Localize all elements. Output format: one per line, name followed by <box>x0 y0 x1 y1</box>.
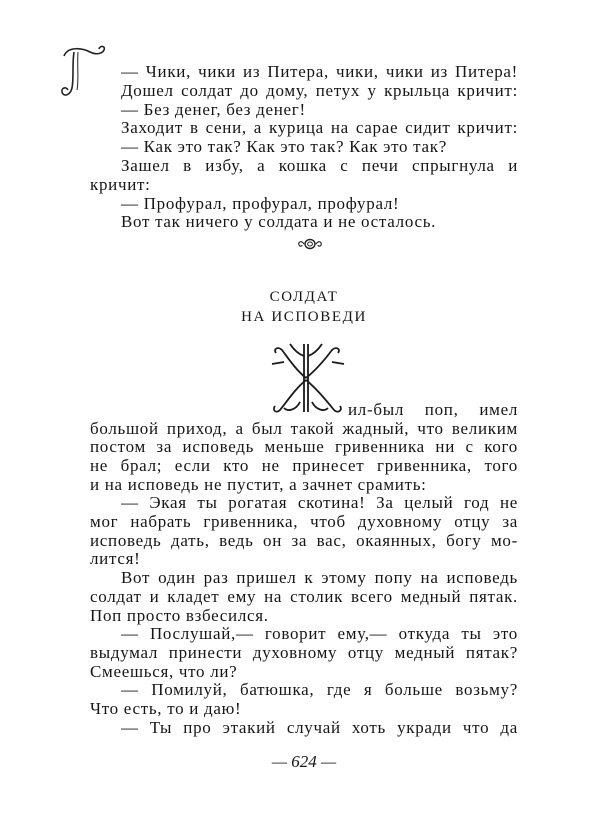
text-line: Поп просто взбесился. <box>90 605 269 625</box>
page-number: — 624 — <box>271 752 337 771</box>
story-first-line: ил-был поп, имел <box>348 400 518 419</box>
text-line: Смеешься, что ли? <box>90 661 238 681</box>
text-line: Заходит в сени, а курица на сарае сидит кричит: <box>121 118 518 138</box>
text-line: Вот так ничего у солдата и не осталось. <box>121 212 437 232</box>
text-line: мог набрать гривенника, чтоб духовному отцу за <box>90 512 518 531</box>
text-line: и на исповедь не пустит, а зачнет срамить: <box>90 474 427 494</box>
text-line: — Без денег, без денег! <box>121 99 306 119</box>
text-line: Что есть, то и даю! <box>90 699 242 718</box>
section-divider-ornament-icon <box>295 237 325 251</box>
text-line: Дошел солдат до дому, петух у крыльца кричит: <box>121 80 518 100</box>
text-line: — Профурал, профурал, профурал! <box>121 193 400 213</box>
story-title-line-2: НА ИСПОВЕДИ <box>241 309 367 325</box>
text-line: постом за исповедь меньше гривенника ни с кого <box>90 437 518 457</box>
text-line: — Ты про этакий случай хоть укради что да <box>121 717 518 737</box>
text-line: не брал; если кто не принесет гривенника, того <box>90 455 518 475</box>
text-line: — Послушай,— говорит ему,— откуда ты это <box>121 624 518 644</box>
text-line: солдат и кладет ему на столик всего медный пятак. <box>90 586 518 606</box>
text-line: — Помилуй, батюшка, где я больше возьму? <box>121 680 518 700</box>
text-line: Вот один раз пришел к этому попу на исповедь <box>121 568 518 588</box>
text-line: большой приход, а был такой жадный, что великим <box>90 418 518 438</box>
text-line: исповедь дать, ведь он за вас, окаянных, богу мо- <box>90 530 518 550</box>
flourish-ornament-icon <box>60 42 110 104</box>
text-line: Зашел в избу, а кошка с печи спрыгнула и <box>121 156 518 175</box>
text-line: выдумал принести духовному отцу медный пятак? <box>90 642 518 662</box>
story-title-line-1: СОЛДАТ <box>269 289 339 305</box>
text-line: — Как это так? Как это так? Как это так? <box>121 137 447 157</box>
drop-cap-zhe-ornament <box>270 340 346 416</box>
text-line: — Чики, чики из Питера, чики, чики из Питера! <box>121 62 518 81</box>
text-line: — Экая ты рогатая скотина! За целый год не <box>121 493 518 513</box>
text-line: лится! <box>90 549 141 569</box>
text-line: кричит: <box>90 174 151 194</box>
